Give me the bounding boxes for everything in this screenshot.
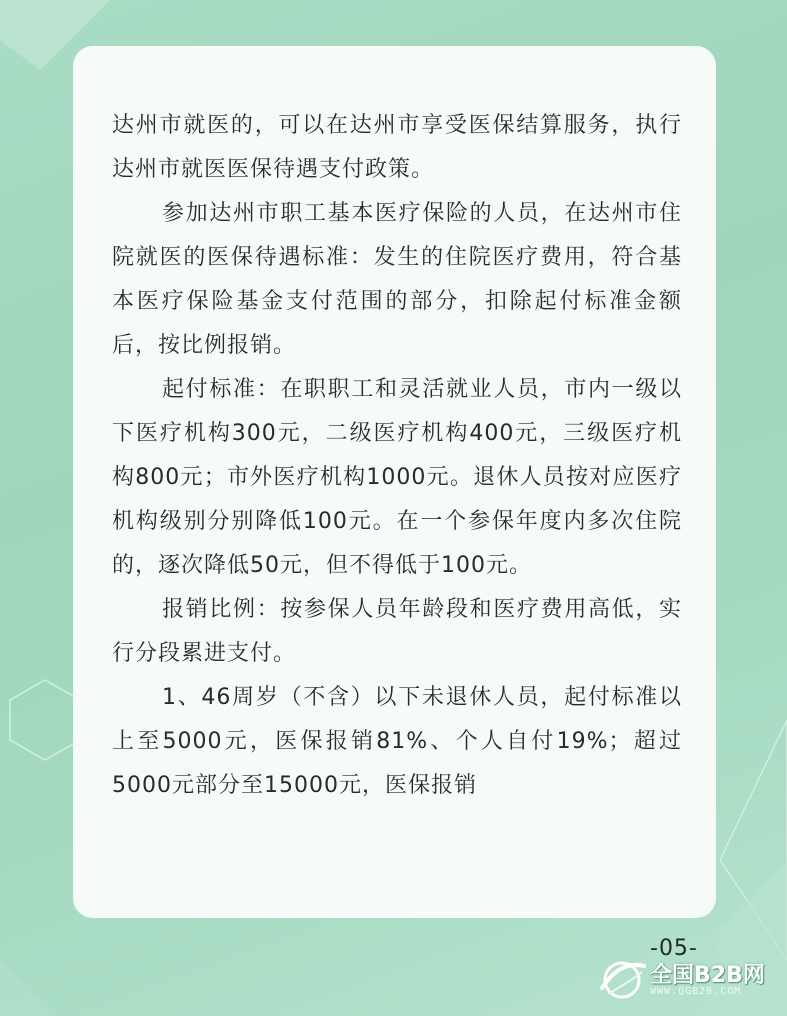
paragraph: 达州市就医的，可以在达州市享受医保结算服务，执行达州市就医医保待遇支付政策。 — [112, 113, 682, 182]
paragraph: 1、46周岁（不含）以下未退休人员，起付标准以上至5000元，医保报销81%、个人自付19%；超过5000元部分至15000元，医保报销 — [112, 685, 682, 798]
watermark-url: WWW.QGB2B.COM — [650, 986, 742, 997]
globe-swoosh-icon — [598, 954, 648, 1004]
watermark-logo — [598, 952, 778, 1008]
page-number: -05- — [650, 936, 698, 961]
document-body — [112, 104, 682, 808]
watermark-name: 全国B2B网 — [650, 963, 765, 988]
paragraph: 起付标准：在职职工和灵活就业人员，市内一级以下医疗机构300元，二级医疗机构400元，三级医疗机构800元；市外医疗机构1000元。退休人员按对应医疗机构级别分别降低100元。在一个参保年度内多次住院的，逐次降低50元，但不得低于100元。 — [112, 377, 682, 578]
paragraph: 报销比例：按参保人员年龄段和医疗费用高低，实行分段累进支付。 — [112, 597, 682, 666]
paragraph: 参加达州市职工基本医疗保险的人员，在达州市住院就医的医保待遇标准：发生的住院医疗费用，符合基本医疗保险基金支付范围的部分，扣除起付标准金额后，按比例报销。 — [112, 201, 682, 358]
